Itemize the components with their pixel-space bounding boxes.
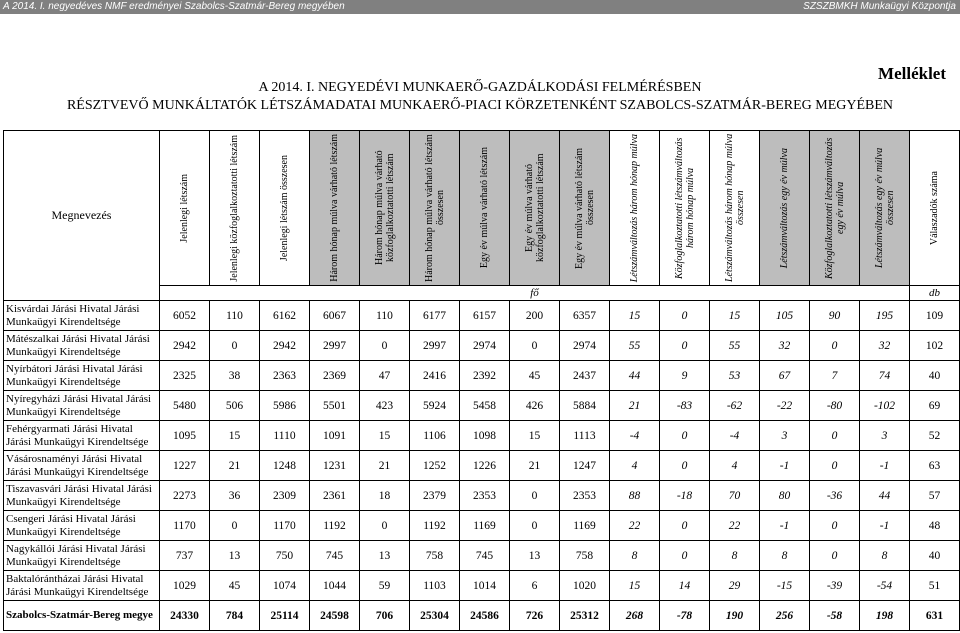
cell-value: 1169 <box>560 511 610 541</box>
cell-value: -1 <box>760 451 810 481</box>
cell-value: 1252 <box>410 451 460 481</box>
cell-value: 758 <box>410 541 460 571</box>
cell-value: 2942 <box>260 331 310 361</box>
row-name: Vásárosnaményi Járási Hivatal Járási Munkaügyi Kirendeltsége <box>4 451 160 481</box>
cell-value: 2942 <box>160 331 210 361</box>
header-col: Három hónap múlva várható létszám összesen <box>410 131 460 286</box>
cell-value: -1 <box>860 451 910 481</box>
table-row <box>4 331 960 361</box>
cell-value: 1192 <box>410 511 460 541</box>
table-row <box>4 361 960 391</box>
table-row <box>4 481 960 511</box>
cell-value: 14 <box>660 571 710 601</box>
cell-value: -18 <box>660 481 710 511</box>
header-col: Közfoglalkoztatotti létszámváltozás egy év múlva <box>810 131 860 286</box>
cell-value: 784 <box>210 601 260 631</box>
cell-value: 7 <box>810 361 860 391</box>
cell-value: 1170 <box>260 511 310 541</box>
cell-value: -78 <box>660 601 710 631</box>
cell-value: 21 <box>360 451 410 481</box>
cell-value: 1110 <box>260 421 310 451</box>
header-bar <box>0 0 960 14</box>
cell-value: 24330 <box>160 601 210 631</box>
row-name: Nyírbátori Járási Hivatal Járási Munkaügyi Kirendeltsége <box>4 361 160 391</box>
cell-value: 69 <box>910 391 960 421</box>
cell-value: 268 <box>610 601 660 631</box>
cell-value: 5480 <box>160 391 210 421</box>
cell-value: 1106 <box>410 421 460 451</box>
header-col: Válaszadók száma <box>910 131 960 286</box>
cell-value: -83 <box>660 391 710 421</box>
cell-value: 1103 <box>410 571 460 601</box>
cell-value: 8 <box>760 541 810 571</box>
row-name: Mátészalkai Járási Hivatal Járási Munkaügyi Kirendeltsége <box>4 331 160 361</box>
cell-value: -4 <box>710 421 760 451</box>
cell-value: 3 <box>760 421 810 451</box>
cell-value: 15 <box>610 301 660 331</box>
cell-value: 55 <box>710 331 760 361</box>
cell-value: 15 <box>510 421 560 451</box>
cell-value: 13 <box>360 541 410 571</box>
cell-value: 1170 <box>160 511 210 541</box>
cell-value: 1044 <box>310 571 360 601</box>
header-col: Három hónap múlva várható közfoglalkoztatotti létszám <box>360 131 410 286</box>
cell-value: 426 <box>510 391 560 421</box>
cell-value: 70 <box>710 481 760 511</box>
cell-value: 506 <box>210 391 260 421</box>
cell-value: -39 <box>810 571 860 601</box>
cell-value: 88 <box>610 481 660 511</box>
cell-value: 2437 <box>560 361 610 391</box>
row-name: Csengeri Járási Hivatal Járási Munkaügyi Kirendeltsége <box>4 511 160 541</box>
cell-value: 200 <box>510 301 560 331</box>
cell-value: 6052 <box>160 301 210 331</box>
cell-value: 63 <box>910 451 960 481</box>
header-col: Jelenlegi létszám összesen <box>260 131 310 286</box>
cell-value: 18 <box>360 481 410 511</box>
cell-value: 195 <box>860 301 910 331</box>
document-header-left: A 2014. I. negyedéves NMF eredményei Szabolcs-Szatmár-Bereg megyében <box>3 1 345 12</box>
cell-value: 726 <box>510 601 560 631</box>
row-name: Szabolcs-Szatmár-Bereg megye <box>4 601 160 631</box>
cell-value: 2361 <box>310 481 360 511</box>
cell-value: 1231 <box>310 451 360 481</box>
cell-value: 110 <box>210 301 260 331</box>
cell-value: 15 <box>210 421 260 451</box>
cell-value: 1029 <box>160 571 210 601</box>
document-header-right: SZSZBMKH Munkaügyi Központja <box>803 1 956 12</box>
cell-value: 48 <box>910 511 960 541</box>
cell-value: 2353 <box>460 481 510 511</box>
cell-value: 745 <box>310 541 360 571</box>
cell-value: 5501 <box>310 391 360 421</box>
cell-value: 109 <box>910 301 960 331</box>
cell-value: 21 <box>510 451 560 481</box>
header-row <box>4 131 960 286</box>
cell-value: -102 <box>860 391 910 421</box>
cell-value: 21 <box>610 391 660 421</box>
header-col: Jelenlegi létszám <box>160 131 210 286</box>
cell-value: -1 <box>760 511 810 541</box>
cell-value: 74 <box>860 361 910 391</box>
cell-value: 758 <box>560 541 610 571</box>
cell-value: 2416 <box>410 361 460 391</box>
header-col: Egy év múlva várható létszám <box>460 131 510 286</box>
cell-value: 1169 <box>460 511 510 541</box>
cell-value: 0 <box>210 511 260 541</box>
cell-value: 13 <box>510 541 560 571</box>
cell-value: 4 <box>710 451 760 481</box>
cell-value: 22 <box>710 511 760 541</box>
cell-value: 53 <box>710 361 760 391</box>
cell-value: 59 <box>360 571 410 601</box>
cell-value: 45 <box>210 571 260 601</box>
cell-value: -1 <box>860 511 910 541</box>
cell-value: 5884 <box>560 391 610 421</box>
row-name: Kisvárdai Járási Hivatal Járási Munkaügyi Kirendeltsége <box>4 301 160 331</box>
cell-value: 90 <box>810 301 860 331</box>
cell-value: 737 <box>160 541 210 571</box>
cell-value: 6067 <box>310 301 360 331</box>
cell-value: 1091 <box>310 421 360 451</box>
cell-value: 5458 <box>460 391 510 421</box>
cell-value: 1020 <box>560 571 610 601</box>
cell-value: 6157 <box>460 301 510 331</box>
table-row <box>4 451 960 481</box>
cell-value: 0 <box>810 421 860 451</box>
cell-value: 423 <box>360 391 410 421</box>
cell-value: 0 <box>660 451 710 481</box>
header-col: Három hónap múlva várható létszám <box>310 131 360 286</box>
cell-value: 745 <box>460 541 510 571</box>
table-row <box>4 421 960 451</box>
cell-value: 44 <box>860 481 910 511</box>
cell-value: 1014 <box>460 571 510 601</box>
cell-value: -22 <box>760 391 810 421</box>
cell-value: 631 <box>910 601 960 631</box>
header-name: Megnevezés <box>4 131 160 301</box>
header-col: Egy év múlva várható közfoglalkoztatotti létszám <box>510 131 560 286</box>
cell-value: 22 <box>610 511 660 541</box>
cell-value: 2363 <box>260 361 310 391</box>
cell-value: 0 <box>810 541 860 571</box>
cell-value: 40 <box>910 361 960 391</box>
cell-value: 38 <box>210 361 260 391</box>
cell-value: 2369 <box>310 361 360 391</box>
cell-value: 0 <box>810 331 860 361</box>
cell-value: 2273 <box>160 481 210 511</box>
cell-value: 0 <box>660 541 710 571</box>
cell-value: 25304 <box>410 601 460 631</box>
cell-value: 1227 <box>160 451 210 481</box>
row-name: Tiszavasvári Járási Hivatal Járási Munkaügyi Kirendeltsége <box>4 481 160 511</box>
row-name: Baktalórántházai Járási Hivatal Járási Munkaügyi Kirendeltsége <box>4 571 160 601</box>
cell-value: 29 <box>710 571 760 601</box>
cell-value: 52 <box>910 421 960 451</box>
cell-value: 8 <box>860 541 910 571</box>
cell-value: 0 <box>660 511 710 541</box>
cell-value: 256 <box>760 601 810 631</box>
cell-value: -80 <box>810 391 860 421</box>
cell-value: 1095 <box>160 421 210 451</box>
cell-value: -58 <box>810 601 860 631</box>
cell-value: 8 <box>610 541 660 571</box>
cell-value: 24598 <box>310 601 360 631</box>
cell-value: 0 <box>510 481 560 511</box>
cell-value: 9 <box>660 361 710 391</box>
cell-value: 8 <box>710 541 760 571</box>
cell-value: 57 <box>910 481 960 511</box>
cell-value: 1074 <box>260 571 310 601</box>
cell-value: 2379 <box>410 481 460 511</box>
cell-value: 32 <box>860 331 910 361</box>
cell-value: 25312 <box>560 601 610 631</box>
cell-value: 40 <box>910 541 960 571</box>
cell-value: 0 <box>660 301 710 331</box>
row-name: Nyíregyházi Járási Hivatal Járási Munkaügyi Kirendeltsége <box>4 391 160 421</box>
cell-value: -4 <box>610 421 660 451</box>
table-row <box>4 571 960 601</box>
cell-value: 0 <box>210 331 260 361</box>
cell-value: 1098 <box>460 421 510 451</box>
header-col: Létszámváltozás egy év múlva <box>760 131 810 286</box>
row-name: Fehérgyarmati Járási Hivatal Járási Munkaügyi Kirendeltsége <box>4 421 160 451</box>
cell-value: 190 <box>710 601 760 631</box>
cell-value: 67 <box>760 361 810 391</box>
cell-value: 13 <box>210 541 260 571</box>
cell-value: 36 <box>210 481 260 511</box>
cell-value: 102 <box>910 331 960 361</box>
total-row <box>4 601 960 631</box>
cell-value: 0 <box>360 511 410 541</box>
cell-value: 0 <box>810 511 860 541</box>
cell-value: 6177 <box>410 301 460 331</box>
header-col: Létszámváltozás három hónap múlva <box>610 131 660 286</box>
header-col: Létszámváltozás három hónap múlva összesen <box>710 131 760 286</box>
unit-persons: fő <box>160 286 910 301</box>
header-col: Létszámváltozás egy év múlva összesen <box>860 131 910 286</box>
cell-value: 1247 <box>560 451 610 481</box>
table-row <box>4 301 960 331</box>
cell-value: -62 <box>710 391 760 421</box>
cell-value: -54 <box>860 571 910 601</box>
cell-value: 21 <box>210 451 260 481</box>
cell-value: 6162 <box>260 301 310 331</box>
title-line-2: RÉSZTVEVŐ MUNKÁLTATÓK LÉTSZÁMADATAI MUNKAERŐ-PIACI KÖRZETENKÉNT SZABOLCS-SZATMÁR-BEREG MEGYÉBEN <box>66 98 894 113</box>
header-col: Egy év múlva várható létszám összesen <box>560 131 610 286</box>
staffing-table <box>3 130 960 631</box>
cell-value: 2392 <box>460 361 510 391</box>
cell-value: 2309 <box>260 481 310 511</box>
header-col: Jelenlegi közfoglalkoztatotti létszám <box>210 131 260 286</box>
cell-value: 6 <box>510 571 560 601</box>
cell-value: 750 <box>260 541 310 571</box>
cell-value: 4 <box>610 451 660 481</box>
cell-value: 2325 <box>160 361 210 391</box>
cell-value: 0 <box>660 331 710 361</box>
table-row <box>4 541 960 571</box>
cell-value: 706 <box>360 601 410 631</box>
row-name: Nagykállói Járási Hivatal Járási Munkaügyi Kirendeltsége <box>4 541 160 571</box>
cell-value: 0 <box>510 331 560 361</box>
cell-value: 2974 <box>560 331 610 361</box>
cell-value: 0 <box>810 451 860 481</box>
cell-value: 45 <box>510 361 560 391</box>
title-line-1: A 2014. I. NEGYEDÉVI MUNKAERŐ-GAZDÁLKODÁSI FELMÉRÉSBEN <box>258 80 702 95</box>
cell-value: 44 <box>610 361 660 391</box>
cell-value: 110 <box>360 301 410 331</box>
cell-value: 15 <box>360 421 410 451</box>
cell-value: 5924 <box>410 391 460 421</box>
cell-value: -36 <box>810 481 860 511</box>
cell-value: 6357 <box>560 301 610 331</box>
cell-value: 105 <box>760 301 810 331</box>
cell-value: 2353 <box>560 481 610 511</box>
cell-value: 15 <box>710 301 760 331</box>
cell-value: 51 <box>910 571 960 601</box>
cell-value: 5986 <box>260 391 310 421</box>
cell-value: 1192 <box>310 511 360 541</box>
cell-value: 198 <box>860 601 910 631</box>
cell-value: 1248 <box>260 451 310 481</box>
cell-value: 2997 <box>410 331 460 361</box>
cell-value: 1226 <box>460 451 510 481</box>
cell-value: 24586 <box>460 601 510 631</box>
table-row <box>4 391 960 421</box>
cell-value: 2997 <box>310 331 360 361</box>
cell-value: 25114 <box>260 601 310 631</box>
cell-value: 47 <box>360 361 410 391</box>
cell-value: 2974 <box>460 331 510 361</box>
cell-value: 55 <box>610 331 660 361</box>
cell-value: 3 <box>860 421 910 451</box>
cell-value: 15 <box>610 571 660 601</box>
header-col: Közfoglalkoztatotti létszámváltozás három hónap múlva <box>660 131 710 286</box>
annex-label: Melléklet <box>878 64 946 83</box>
cell-value: -15 <box>760 571 810 601</box>
cell-value: 0 <box>660 421 710 451</box>
cell-value: 0 <box>360 331 410 361</box>
cell-value: 80 <box>760 481 810 511</box>
cell-value: 32 <box>760 331 810 361</box>
table-row <box>4 511 960 541</box>
unit-count: db <box>910 286 960 301</box>
cell-value: 0 <box>510 511 560 541</box>
cell-value: 1113 <box>560 421 610 451</box>
